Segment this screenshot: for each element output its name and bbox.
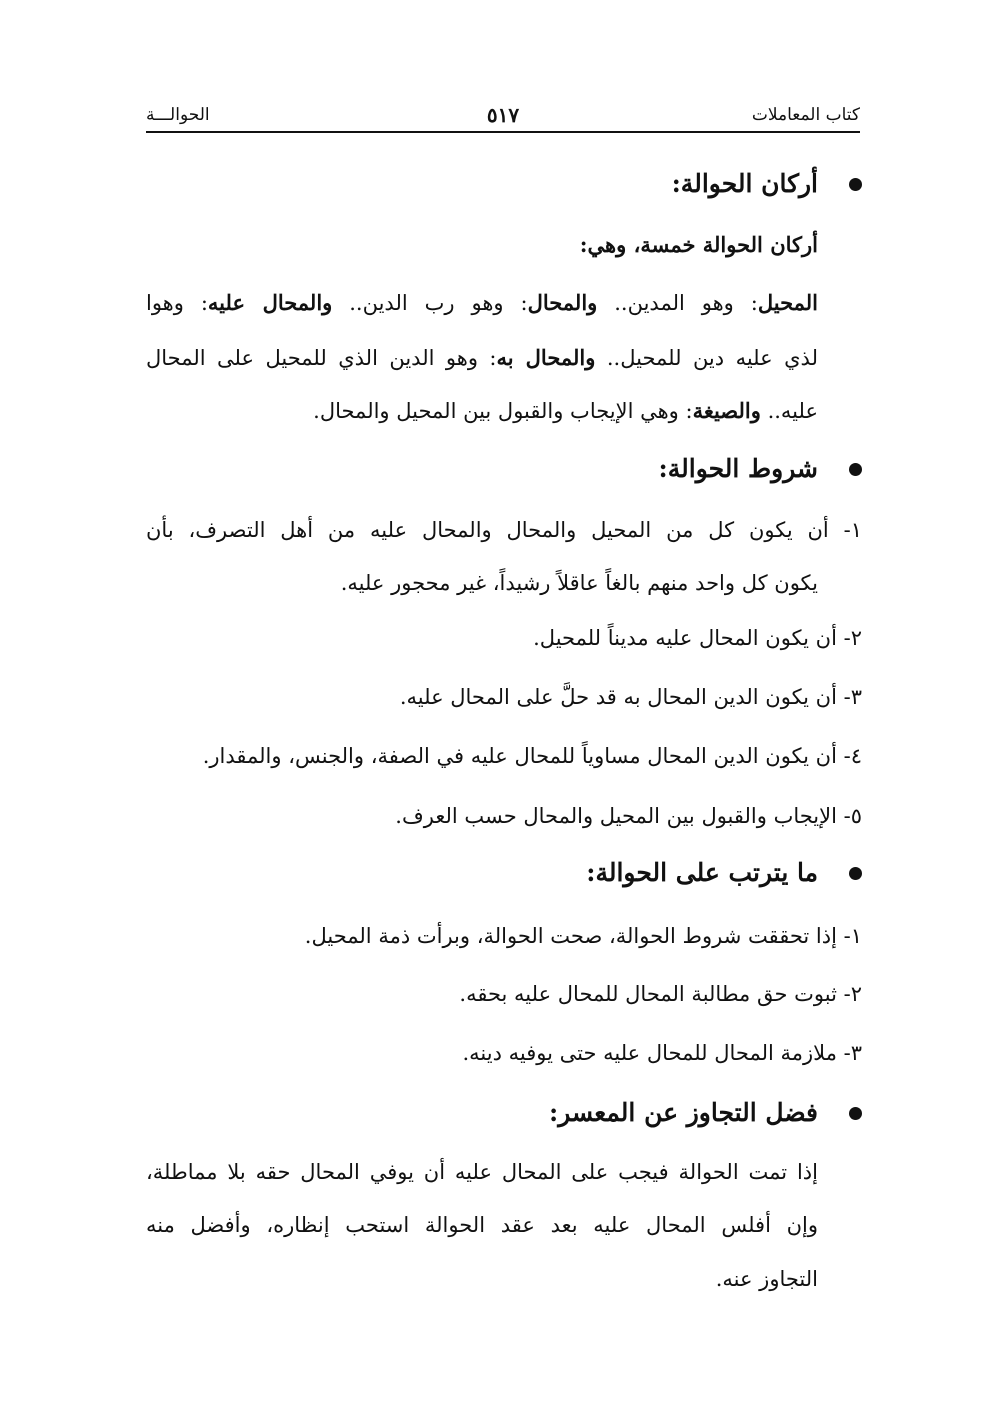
condition-2: ٢- أن يكون المحال عليه مديناً للمحيل. [533,626,862,650]
bullet-icon [849,1107,862,1120]
term-muhal-bih: والمحال به [496,345,596,370]
header-divider [146,131,860,133]
section-heading-pillars [672,166,818,202]
condition-1-line-1: ١- أن يكون كل من المحيل والمحال والمحال عليه من أهل التصرف، بأن [146,518,862,542]
term-muhal-alayh: والمحال عليه [207,290,333,315]
effect-3: ٣- ملازمة المحال للمحال عليه حتى يوفيه دينه. [462,1041,862,1065]
section-heading-text: أركان الحوالة: [671,169,818,198]
book-title: كتاب المعاملات [751,105,860,125]
section-heading-virtue [549,1095,818,1131]
running-header [146,102,860,132]
text-span: لذي عليه دين للمحيل.. [595,346,818,370]
section-heading-text: شروط الحوالة: [658,454,818,483]
chapter-title: الحوالـــة [146,105,210,125]
section-heading-text: ما يترتب على الحوالة: [586,858,818,887]
text-span: عليه.. [760,399,818,423]
condition-4: ٤- أن يكون الدين المحال مساوياً للمحال عليه في الصفة، والجنس، والمقدار. [202,744,862,768]
text-span: : وهو المدين.. [597,291,758,315]
section-heading-conditions [659,451,818,487]
pillars-line-2 [146,341,818,375]
page-number: ٥١٧ [486,103,520,127]
effect-1: ١- إذا تحققت شروط الحوالة، صحت الحوالة، وبرأت ذمة المحيل. [304,924,862,948]
text-span: : وهو رب الدين.. [332,291,528,315]
term-muhil: المحيل [757,290,818,315]
bullet-icon [849,867,862,880]
section-heading-effects [586,855,818,891]
virtue-line-1: إذا تمت الحوالة فيجب على المحال عليه أن يوفي المحال حقه بلا مماطلة، [146,1160,818,1184]
condition-3: ٣- أن يكون الدين المحال به قد حلَّ على المحال عليه. [399,685,862,709]
term-muhal: والمحال [527,290,598,315]
section-heading-text: فضل التجاوز عن المعسر: [548,1098,818,1127]
condition-5: ٥- الإيجاب والقبول بين المحيل والمحال حسب العرف. [395,804,862,828]
pillars-line-3 [313,394,818,428]
text-span: : وهوا [146,291,208,315]
text-span: : وهي الإيجاب والقبول بين المحيل والمحال. [313,399,693,423]
condition-1-line-2: يكون كل واحد منهم بالغاً عاقلاً رشيداً، غير محجور عليه. [340,571,818,595]
virtue-line-2: وإن أفلس المحال عليه بعد عقد الحوالة استحب إنظاره، وأفضل منه [146,1213,818,1237]
bullet-icon [849,463,862,476]
text-span: : وهو الدين الذي للمحيل على المحال [146,346,497,370]
pillars-line-1 [146,286,818,320]
bullet-icon [849,178,862,191]
virtue-line-3: التجاوز عنه. [715,1267,818,1291]
effect-2: ٢- ثبوت حق مطالبة المحال للمحال عليه بحقه. [459,982,862,1006]
pillars-intro: أركان الحوالة خمسة، وهي: [579,232,818,257]
term-sigha: والصيغة [692,398,761,423]
